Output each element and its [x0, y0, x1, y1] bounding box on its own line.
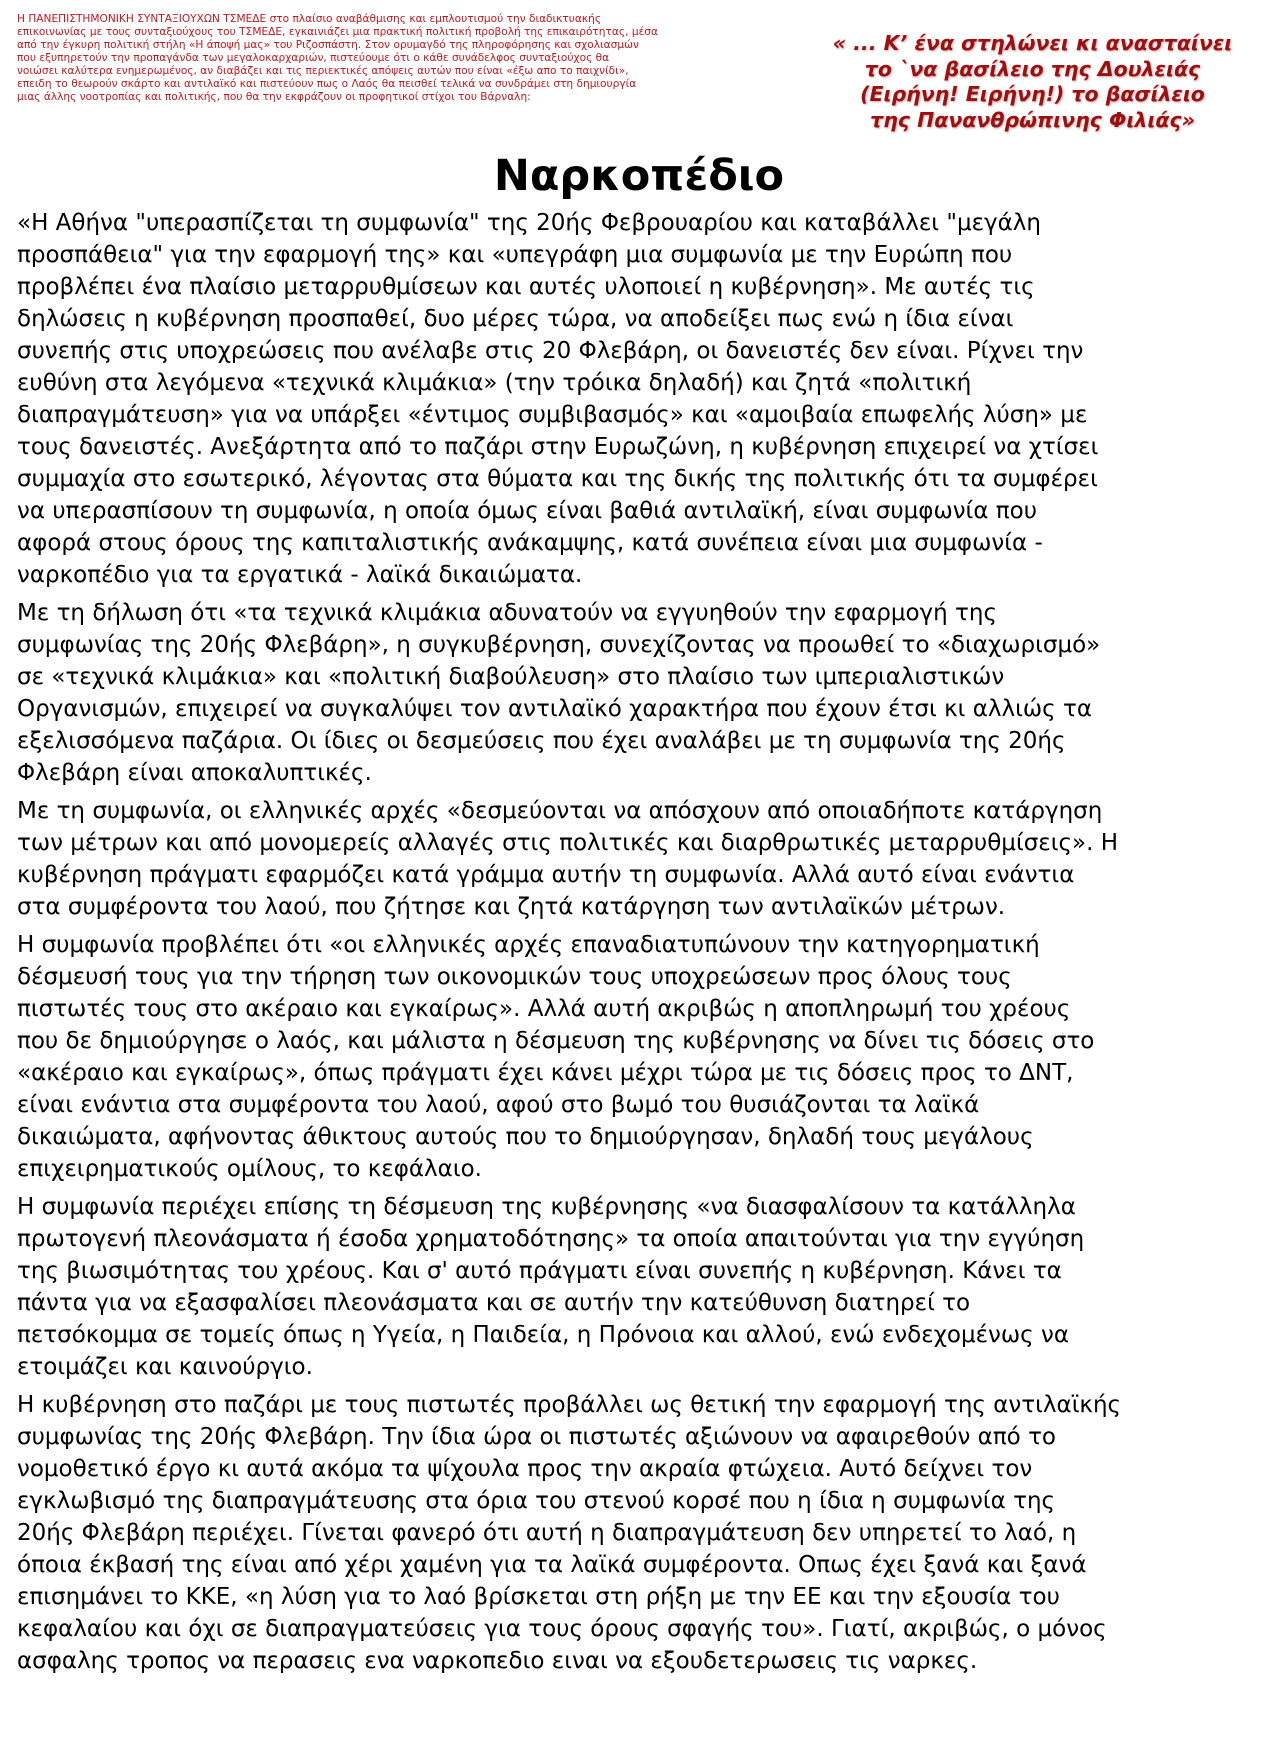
quote-line: « ... Κ’ ένα στηλώνει κι ανασταίνει: [832, 31, 1233, 55]
paragraph-line: επιχειρηματικούς ομίλους, το κεφάλαιο.: [17, 1156, 482, 1182]
paragraph-line: προβλέπει ένα πλαίσιο μεταρρυθμίσεων και αυτές υλοποιεί η κυβέρνηση». Με αυτές τις: [17, 274, 1035, 300]
paragraph-line: προσπάθεια" για την εφαρμογή της» και «υπεγράφη μια συμφωνία με την Ευρώπη που: [17, 242, 1013, 268]
quote-line: της Πανανθρώπινης Φιλιάς»: [870, 107, 1195, 132]
intro-line: Η ΠΑΝΕΠΙΣΤΗΜΟΝΙΚΗ ΣΥΝΤΑΞΙΟΥΧΩΝ ΤΣΜΕΔΕ στο πλαίσιο αναβάθμισης και εμπλουτισμού την διαδικτυακής: [17, 13, 602, 25]
paragraph-line: όποια έκβασή της είναι από χέρι χαμένη για τα λαϊκά συμφέροντα. Οπως έχει ξανά και ξανά: [17, 1552, 1087, 1578]
paragraph-line: Η συμφωνία προβλέπει ότι «οι ελληνικές αρχές επαναδιατυπώνουν την κατηγορηματική: [17, 932, 1040, 958]
paragraph-line: πιστωτές τους στο ακέραιο και εγκαίρως». Αλλά αυτή ακριβώς η αποπληρωμή του χρέους: [17, 996, 1071, 1022]
article-paragraph: [17, 1191, 1277, 1383]
paragraph-line: «Η Αθήνα "υπερασπίζεται τη συμφωνία" της 20ής Φεβρουαρίου και καταβάλλει "μεγάλη: [17, 210, 1041, 236]
quote-line: (Ειρήνη! Ειρήνη!) το βασίλειο: [860, 82, 1205, 106]
paragraph-line: επισημάνει το ΚΚΕ, «η λύση για το λαό βρίσκεται στη ρήξη με την ΕΕ και την εξουσία του: [17, 1584, 1060, 1610]
quote-line: το `να βασίλειο της Δουλειάς: [864, 56, 1201, 81]
intro-line: επικοινωνίας με τους συνταξιούχους του ΤΣΜΕΔΕ, εγκαινιάζει μια πρακτική πολιτική προβολή της επικαιρότητας, μέσα: [17, 26, 658, 38]
paragraph-line: δέσμευσή τους για την τήρηση των οικονομικών τους υποχρεώσεων προς όλους τους: [17, 964, 1012, 990]
paragraph-line: στα συμφέροντα του λαού, που ζήτησε και ζητά κατάργηση των αντιλαϊκών μέτρων.: [17, 894, 1006, 920]
paragraph-line: τους δανειστές. Ανεξάρτητα από το παζάρι στην Ευρωζώνη, η κυβέρνηση επιχειρεί να χτίσει: [17, 434, 1099, 460]
paragraph-line: νομοθετικό έργο κι αυτά ακόμα τα ψίχουλα προς την ακραία φτώχεια. Αυτό δείχνει τον: [17, 1456, 1033, 1482]
article-paragraph: [17, 207, 1277, 591]
paragraph-line: ναρκοπέδιο για τα εργατικά - λαϊκά δικαιώματα.: [17, 562, 583, 588]
intro-line: νοιώσει καλύτερα ενημερωμένος, αν διαβάζει και τις περιεκτικές απόψεις αυτών που είναι «έξω απο το παιχνίδι»,: [17, 65, 629, 77]
intro-text: [17, 13, 757, 104]
paragraph-line: είναι ενάντια στα συμφέροντα του λαού, αφού στο βωμό του θυσιάζονται τα λαϊκά: [17, 1092, 980, 1118]
paragraph-line: που δε δημιούργησε ο λαός, και μάλιστα η δέσμευση της κυβέρνησης να δίνει τις δόσεις στο: [17, 1028, 1095, 1054]
paragraph-line: κεφαλαίου και όχι σε διαπραγματεύσεις για τους όρους σφαγής του». Γιατί, ακριβώς, ο μόνος: [17, 1616, 1107, 1642]
paragraph-line: διαπραγμάτευση» για να υπάρξει «έντιμος συμβιβασμός» και «αμοιβαία επωφελής λύση» με: [17, 402, 1088, 428]
paragraph-line: αφορά στους όρους της καπιταλιστικής ανάκαμψης, κατά συνέπεια είναι μια συμφωνία -: [17, 530, 1043, 556]
page-title: Ναρκοπέδιο: [493, 151, 785, 201]
paragraph-line: ετοιμάζει και καινούργιο.: [17, 1354, 313, 1380]
varnalis-quote: [800, 31, 1265, 133]
paragraph-line: Φλεβάρη είναι αποκαλυπτικές.: [17, 760, 372, 786]
paragraph-line: Η συμφωνία περιέχει επίσης τη δέσμευση της κυβέρνησης «να διασφαλίσουν τα κατάλληλα: [17, 1194, 1076, 1220]
article-body: [17, 207, 1277, 1683]
paragraph-line: Η κυβέρνηση στο παζάρι με τους πιστωτές προβάλλει ως θετική την εφαρμογή της αντιλαϊκής: [17, 1392, 1122, 1418]
intro-line: που εξυπηρετούν την προπαγάνδα των μεγαλοκαρχαριών, πιστεύουμε ότι ο κάθε συνάδελφος συνταξιούχος θα: [17, 52, 610, 64]
paragraph-line: πετσόκομμα σε τομείς όπως η Υγεία, η Παιδεία, η Πρόνοια και αλλού, ενώ ενδεχομένως να: [17, 1322, 1069, 1348]
paragraph-line: της βιωσιμότητας του χρέους. Και σ' αυτό πράγματι είναι συνεπής η κυβέρνηση. Κάνει τα: [17, 1258, 1062, 1284]
paragraph-line: κυβέρνηση πράγματι εφαρμόζει κατά γράμμα αυτήν τη συμφωνία. Αλλά αυτό είναι ενάντια: [17, 862, 1075, 888]
paragraph-line: πρωτογενή πλεονάσματα ή έσοδα χρηματοδότησης» τα οποία απαιτούνται για την εγγύηση: [17, 1226, 1085, 1252]
paragraph-line: «ακέραιο και εγκαίρως», όπως πράγματι έχει κάνει μέχρι τώρα με τις δόσεις προς το ΔΝΤ,: [17, 1060, 1074, 1086]
paragraph-line: συμμαχία στο εσωτερικό, λέγοντας στα θύματα και της δικής της πολιτικής ότι τα συμφέρει: [17, 466, 1098, 492]
paragraph-line: Οργανισμών, επιχειρεί να συγκαλύψει τον αντιλαϊκό χαρακτήρα που έχουν έτσι κι αλλιώς τα: [17, 696, 1092, 722]
paragraph-line: 20ής Φλεβάρη περιέχει. Γίνεται φανερό ότι αυτή η διαπραγμάτευση δεν υπηρετεί το λαό, η: [17, 1520, 1077, 1546]
article-paragraph: [17, 795, 1277, 923]
paragraph-line: εξελισσόμενα παζάρια. Οι ίδιες οι δεσμεύσεις που έχει αναλάβει με τη συμφωνία της 20ής: [17, 728, 1066, 754]
article-paragraph: [17, 1389, 1277, 1677]
paragraph-line: δικαιώματα, αφήνοντας άθικτους αυτούς που το δημιούργησαν, δηλαδή τους μεγάλους: [17, 1124, 1034, 1150]
paragraph-line: Με τη συμφωνία, οι ελληνικές αρχές «δεσμεύονται να απόσχουν από οποιαδήποτε κατάργηση: [17, 798, 1103, 824]
paragraph-line: Με τη δήλωση ότι «τα τεχνικά κλιμάκια αδυνατούν να εγγυηθούν την εφαρμογή της: [17, 600, 997, 626]
intro-line: επειδη το θεωρούν σκάρτο και αντιλαϊκό και πιστεύουν πως ο Λαός θα πεισθεί τελικά να συνδράμει στη δημιουργία: [17, 78, 637, 90]
intro-line: από την έγκυρη πολιτική στήλη «Η άποψή μας» του Ριζοσπάστη. Στον ορυμαγδό της πληροφόρησης και σχολιασμών: [17, 39, 639, 51]
paragraph-line: ασφαλης τροπος να περασεις ενα ναρκοπεδιο ειναι να εξουδετερωσεις τις ναρκες.: [17, 1648, 978, 1674]
paragraph-line: ευθύνη στα λεγόμενα «τεχνικά κλιμάκια» (την τρόικα δηλαδή) και ζητά «πολιτική: [17, 370, 972, 396]
paragraph-line: συμφωνίας της 20ής Φλεβάρη. Την ίδια ώρα οι πιστωτές αξιώνουν να αφαιρεθούν από το: [17, 1424, 1056, 1450]
intro-line: μιας άλλης νοοτροπίας και πολιτικής, που θα την εκφράζουν οι προφητικοί στίχοι του Βάρναλη:: [17, 91, 531, 103]
article-paragraph: [17, 929, 1277, 1185]
paragraph-line: πάντα για να εξασφαλίσει πλεονάσματα και σε αυτήν την κατεύθυνση διατηρεί το: [17, 1290, 971, 1316]
paragraph-line: σε «τεχνικά κλιμάκια» και «πολιτική διαβούλευση» στο πλαίσιο των ιμπεριαλιστικών: [17, 664, 1005, 690]
article-paragraph: [17, 597, 1277, 789]
paragraph-line: εγκλωβισμό της διαπραγμάτευσης στα όρια του στενού κορσέ που η ίδια η συμφωνία της: [17, 1488, 1056, 1514]
paragraph-line: συμφωνίας της 20ής Φλεβάρη», η συγκυβέρνηση, συνεχίζοντας να προωθεί το «διαχωρισμό»: [17, 632, 1101, 658]
paragraph-line: να υπερασπίσουν τη συμφωνία, η οποία όμως είναι βαθιά αντιλαϊκή, είναι συμφωνία που: [17, 498, 1038, 524]
paragraph-line: δηλώσεις η κυβέρνηση προσπαθεί, δυο μέρες τώρα, να αποδείξει πως ενώ η ίδια είναι: [17, 306, 1014, 332]
paragraph-line: συνεπής στις υποχρεώσεις που ανέλαβε στις 20 Φλεβάρη, οι δανειστές δεν είναι. Ρίχνει την: [17, 338, 1084, 364]
paragraph-line: των μέτρων και από μονομερείς αλλαγές στις πολιτικές και διαρθρωτικές μεταρρυθμίσεις». Η: [17, 830, 1119, 856]
